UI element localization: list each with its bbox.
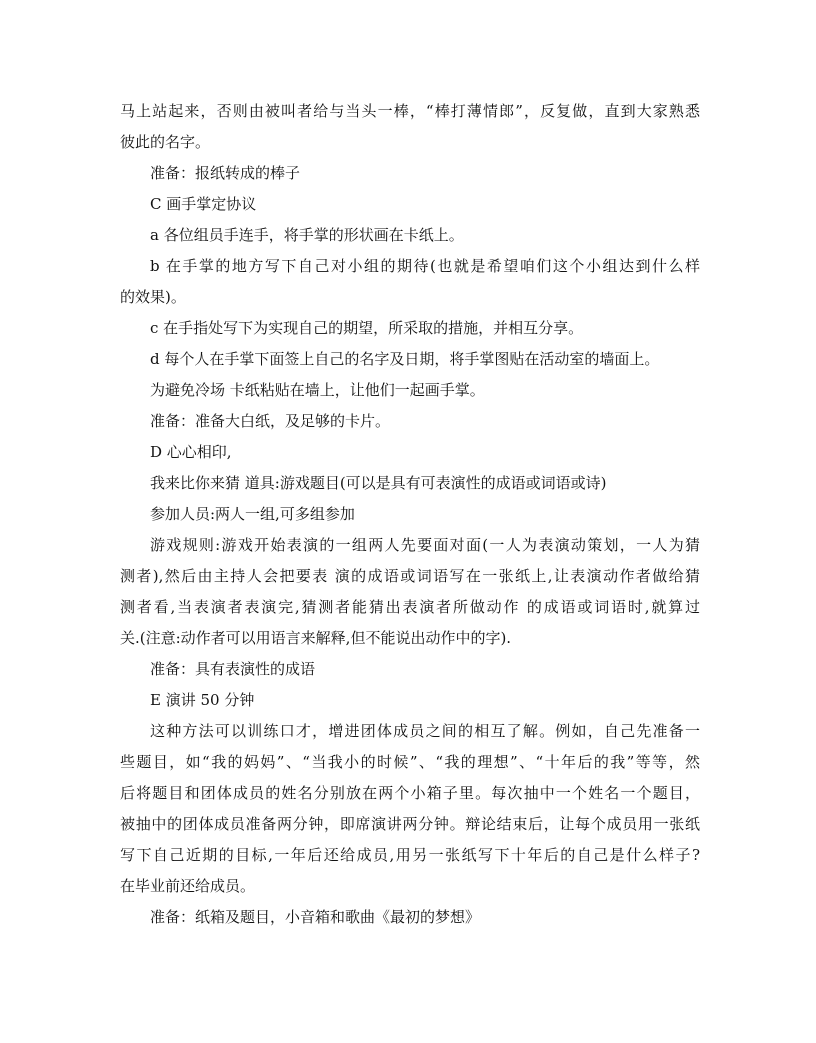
text-line: 马上站起来，否则由被叫者给与当头一棒，“棒打薄情郎”，反复做，直到大家熟悉 xyxy=(120,102,700,120)
document-body xyxy=(120,96,700,933)
text-line: 游戏规则:游戏开始表演的一组两人先要面对面(一人为表演动策划，一人为猜 xyxy=(150,536,700,554)
text-line: D 心心相印, xyxy=(150,443,232,461)
text-line: 我来比你来猜 道具:游戏题目(可以是具有可表演性的成语或词语或诗) xyxy=(150,474,607,492)
text-line: 关.(注意:动作者可以用语言来解释,但不能说出动作中的字). xyxy=(120,629,512,647)
text-line: 这种方法可以训练口才，增进团体成员之间的相互了解。例如，自己先准备一 xyxy=(150,722,700,740)
text-line: 写下自己近期的目标,一年后还给成员,用另一张纸写下十年后的自己是什么样子? xyxy=(120,846,700,864)
text-line: 在毕业前还给成员。 xyxy=(120,877,256,895)
text-line: 的效果)。 xyxy=(120,288,186,306)
text-line: c 在手指处写下为实现自己的期望，所采取的措施，并相互分享。 xyxy=(150,319,584,337)
text-line: 测者看,当表演者表演完,猜测者能猜出表演者所做动作 的成语或词语时,就算过 xyxy=(120,598,700,616)
text-line: 后将题目和团体成员的姓名分别放在两个小箱子里。每次抽中一个姓名一个题目， xyxy=(120,784,700,802)
text-line: a 各位组员手连手，将手掌的形状画在卡纸上。 xyxy=(150,226,464,244)
text-line: 准备：报纸转成的棒子 xyxy=(150,164,301,182)
text-line: C 画手掌定协议 xyxy=(150,195,257,213)
text-line: d 每个人在手掌下面签上自己的名字及日期，将手掌图贴在活动室的墙面上。 xyxy=(150,350,660,368)
text-line: 准备：纸箱及题目，小音箱和歌曲《最初的梦想》 xyxy=(150,908,481,926)
text-line: 被抽中的团体成员准备两分钟，即席演讲两分钟。辩论结束后，让每个成员用一张纸 xyxy=(120,815,700,833)
text-line: 彼此的名字。 xyxy=(120,133,211,151)
text-line: 准备：准备大白纸，及足够的卡片。 xyxy=(150,412,391,430)
text-line: b 在手掌的地方写下自己对小组的期待(也就是希望咱们这个小组达到什么样 xyxy=(150,257,700,275)
text-line: 准备：具有表演性的成语 xyxy=(150,660,316,678)
text-line: 为避免冷场 卡纸粘贴在墙上，让他们一起画手掌。 xyxy=(150,381,485,399)
text-line: 测者),然后由主持人会把要表 演的成语或词语写在一张纸上,让表演动作者做给猜 xyxy=(120,567,700,585)
text-line: 参加人员:两人一组,可多组参加 xyxy=(150,505,355,523)
text-line: 些题目，如“我的妈妈”、“当我小的时候”、“我的理想”、“十年后的我”等等，然 xyxy=(120,753,700,771)
text-line: E 演讲 50 分钟 xyxy=(150,691,255,709)
